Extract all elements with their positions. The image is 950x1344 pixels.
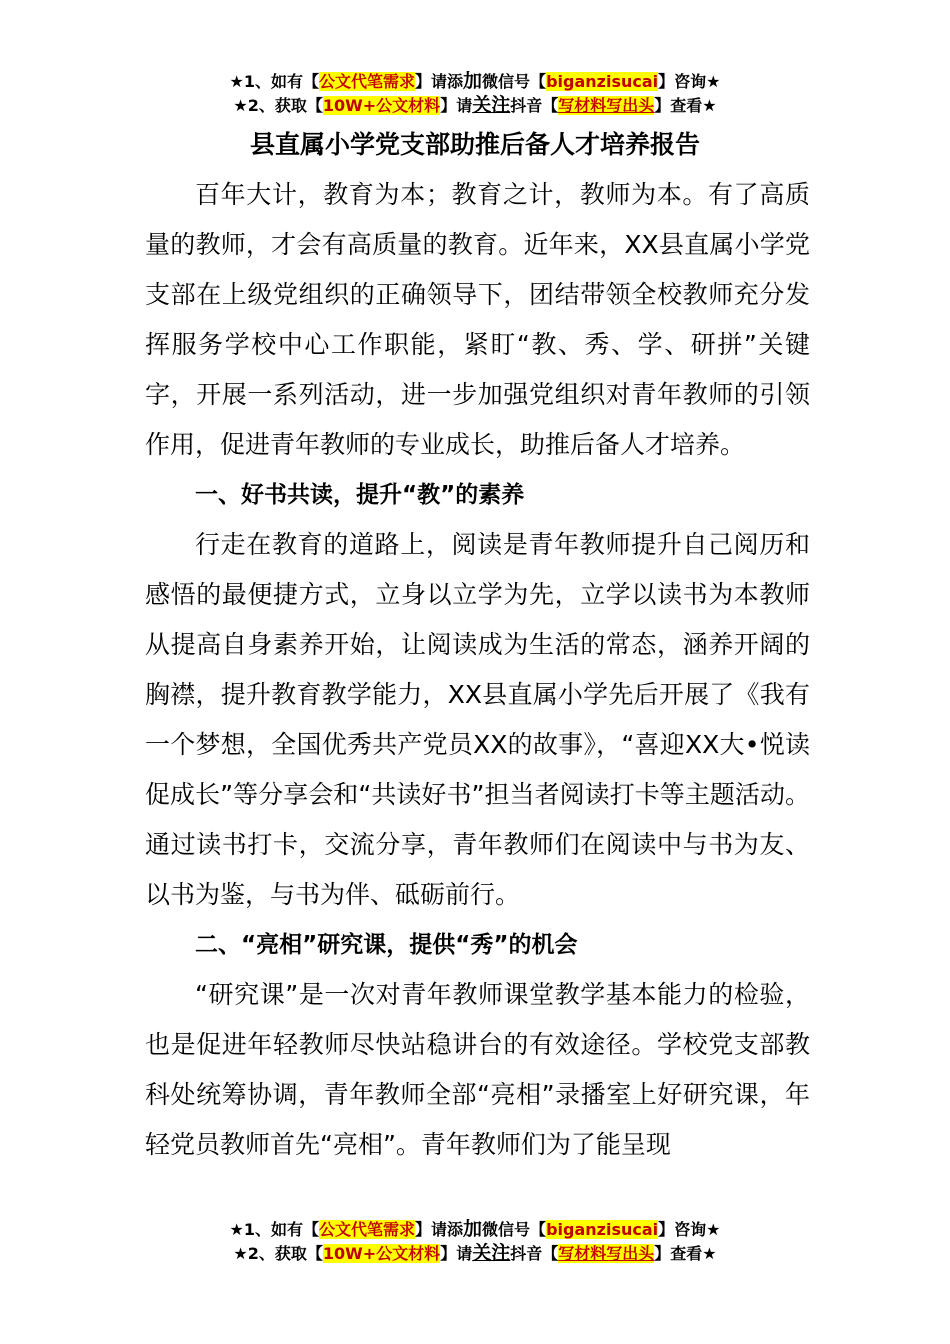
banner-highlight: 10W+公文材料 xyxy=(322,1244,441,1263)
banner-text: ★1、如有【 xyxy=(229,72,319,91)
section-1-paragraph: 行走在教育的道路上，阅读是青年教师提升自己阅历和感悟的最便捷方式，立身以立学为先，立学以读书为本教师从提高自身素养开始，让阅读成为生活的常态，涵养开阔的胸襟，提升教育教学能力，XX县直属小学先后开展了《我有一个梦想，全国优秀共产党员XX的故事》，“喜迎XX大•悦读促成长”等分享会和“共读好书”担当者阅读打卡等主题活动。通过读书打卡，交流分享，青年教师们在阅读中与书为友、以书为鉴，与书为伴、砥砺前行。 xyxy=(145,530,810,909)
banner-text: 微信号【 xyxy=(482,72,547,91)
banner-emphasis: 加 xyxy=(463,1218,483,1240)
banner-text: ★2、获取【 xyxy=(233,1244,323,1263)
banner-text: 】请 xyxy=(440,1244,473,1263)
banner-line-2 xyxy=(0,93,950,117)
banner-text: ★2、获取【 xyxy=(233,96,323,115)
banner-highlight: 10W+公文材料 xyxy=(322,96,441,115)
banner-douyin-id: 写材料写出头 xyxy=(558,96,655,115)
banner-emphasis: 关注 xyxy=(472,94,511,116)
banner-line-2 xyxy=(0,1241,950,1265)
section-heading-1: 一、好书共读，提升“教”的素养 xyxy=(195,482,525,508)
bottom-banner xyxy=(0,1217,950,1265)
banner-text: 抖音【 xyxy=(510,1244,559,1263)
banner-text: 】请 xyxy=(440,96,473,115)
banner-highlight: 公文代笔需求 xyxy=(319,72,416,91)
banner-text: 】咨询★ xyxy=(658,1220,721,1239)
banner-emphasis: 关注 xyxy=(472,1242,511,1264)
section-2-paragraph: “研究课”是一次对青年教师课堂教学基本能力的检验，也是促进年轻教师尽快站稳讲台的有效途径。学校党支部教科处统筹协调，青年教师全部“亮相”录播室上好研究课，年轻党员教师首先“亮相”。青年教师们为了能呈现 xyxy=(145,980,810,1159)
document-title: 县直属小学党支部助推后备人才培养报告 xyxy=(249,130,700,159)
section-heading-2: 二、“亮相”研究课，提供“秀”的机会 xyxy=(195,932,578,958)
banner-emphasis: 加 xyxy=(463,70,483,92)
banner-text: 】查看★ xyxy=(654,96,717,115)
banner-text: 抖音【 xyxy=(510,96,559,115)
banner-line-1 xyxy=(0,69,950,93)
banner-text: 】请添 xyxy=(415,72,464,91)
banner-line-1 xyxy=(0,1217,950,1241)
banner-text: 】咨询★ xyxy=(658,72,721,91)
banner-text: ★1、如有【 xyxy=(229,1220,319,1239)
banner-wechat-id: biganzisucai xyxy=(546,72,659,91)
intro-paragraph: 百年大计，教育为本；教育之计，教师为本。有了高质量的教师，才会有高质量的教育。近年来，XX县直属小学党支部在上级党组织的正确领导下，团结带领全校教师充分发挥服务学校中心工作职能，紧盯“教、秀、学、研拼”关键字，开展一系列活动，进一步加强党组织对青年教师的引领作用，促进青年教师的专业成长，助推后备人才培养。 xyxy=(145,180,810,459)
banner-text: 】请添 xyxy=(415,1220,464,1239)
banner-wechat-id: biganzisucai xyxy=(546,1220,659,1239)
top-banner xyxy=(0,69,950,117)
banner-text: 微信号【 xyxy=(482,1220,547,1239)
document-body xyxy=(145,170,810,1170)
banner-douyin-id: 写材料写出头 xyxy=(558,1244,655,1263)
banner-highlight: 公文代笔需求 xyxy=(319,1220,416,1239)
banner-text: 】查看★ xyxy=(654,1244,717,1263)
